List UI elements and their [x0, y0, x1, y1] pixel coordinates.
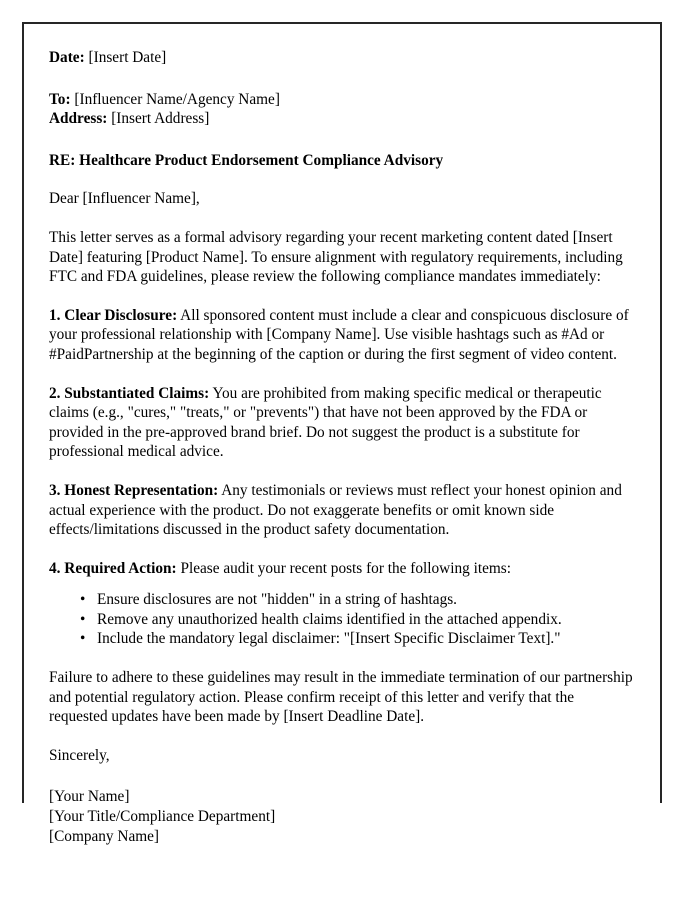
address-value: [Insert Address] — [111, 110, 210, 128]
spacer — [49, 578, 633, 590]
spacer — [49, 765, 633, 787]
document-page — [22, 22, 662, 845]
to-value: [Influencer Name/Agency Name] — [74, 90, 280, 108]
list-item — [49, 610, 633, 630]
mandate-paragraph-1 — [49, 306, 633, 365]
action-items-list — [49, 590, 633, 649]
to-label: To: — [49, 90, 71, 108]
list-item — [49, 629, 633, 649]
subject-line: RE: Healthcare Product Endorsement Compliance Advisory — [49, 151, 444, 169]
spacer — [49, 68, 633, 90]
spacer — [49, 365, 633, 384]
recipient-line — [49, 90, 633, 110]
spacer — [49, 649, 633, 668]
address-label: Address: — [49, 110, 108, 128]
salutation: Dear [Influencer Name], — [49, 190, 200, 208]
mandate-paragraph-2 — [49, 384, 633, 462]
mandate-heading-4: 4. Required Action: — [49, 559, 177, 577]
list-item-text: Ensure disclosures are not "hidden" in a string of hashtags. — [97, 591, 457, 609]
intro-paragraph: This letter serves as a formal advisory regarding your recent marketing content dated [Insert Date] featuring [Product Name]. To ensure alignment with regulatory requirements, including FTC and FDA guidelines, please review the following compliance mandates immediately: — [49, 228, 623, 286]
mandate-heading-2: 2. Substantiated Claims: — [49, 384, 210, 402]
mandate-text-4: Please audit your recent posts for the following items: — [176, 559, 511, 577]
list-item-text: Remove any unauthorized health claims identified in the attached appendix. — [97, 610, 562, 628]
list-item — [49, 590, 633, 610]
bullet-icon: • — [80, 630, 86, 648]
letter-body — [49, 48, 633, 846]
signature-company: [Company Name] — [49, 827, 160, 845]
spacer — [49, 727, 633, 746]
spacer — [49, 540, 633, 559]
date-value: [Insert Date] — [88, 49, 167, 66]
signature-name: [Your Name] — [49, 788, 130, 806]
signoff: Sincerely, — [49, 746, 110, 764]
mandate-text-3: Any testimonials or reviews must reflect your honest opinion and actual experience with the product. Do not exaggerate benefits or omit known side effects/limitations discussed in the product safety documentation. — [49, 481, 622, 539]
mandate-paragraph-3 — [49, 481, 633, 540]
signature-title: [Your Title/Compliance Department] — [49, 808, 276, 826]
spacer — [49, 462, 633, 481]
date-label: Date: — [49, 49, 85, 66]
date-line — [49, 48, 633, 68]
spacer — [49, 129, 633, 151]
spacer — [49, 209, 633, 228]
mandate-heading-3: 3. Honest Representation: — [49, 481, 219, 499]
address-line — [49, 109, 633, 129]
bullet-icon: • — [80, 610, 86, 628]
list-item-text: Include the mandatory legal disclaimer: "[Insert Specific Disclaimer Text]." — [97, 630, 561, 648]
mandate-heading-1: 1. Clear Disclosure: — [49, 306, 178, 324]
mandate-text-2: You are prohibited from making specific medical or therapeutic claims (e.g., "cures," "treats," or "prevents") that have not been approved by the FDA or provided in the pre-approved brand brief. Do not suggest the product is a substitute for professional medical advice. — [49, 384, 602, 461]
spacer — [49, 287, 633, 306]
bullet-icon: • — [80, 591, 86, 609]
mandate-paragraph-4 — [49, 559, 633, 579]
closing-paragraph: Failure to adhere to these guidelines may result in the immediate termination of our partnership and potential regulatory action. Please confirm receipt of this letter and verify that the requested updates have been made by [Insert Deadline Date]. — [49, 669, 633, 726]
spacer — [49, 170, 633, 189]
mandate-text-1: All sponsored content must include a clear and conspicuous disclosure of your professional relationship with [Company Name]. Use visible hashtags such as #Ad or #PaidPartnership at the beginning of the caption or during the first segment of video content. — [49, 306, 629, 363]
